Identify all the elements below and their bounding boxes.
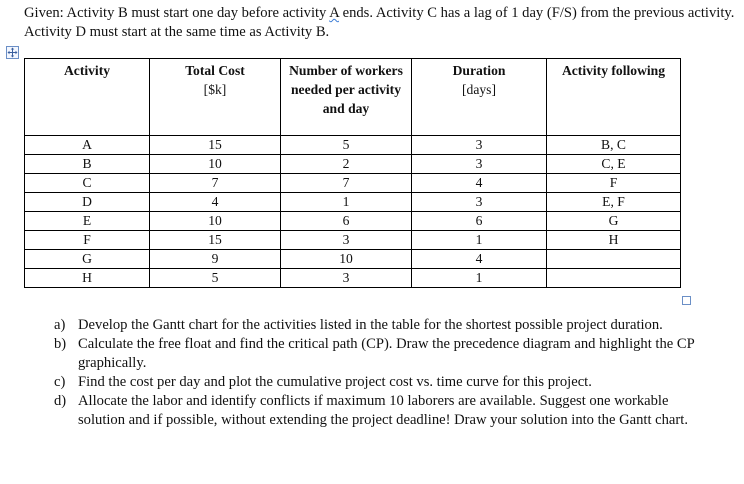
header-total-cost-unit: [$k] [203,82,227,97]
cell-duration: 3 [412,193,547,212]
table-row [25,231,681,250]
cell-duration: 1 [412,231,547,250]
question-item [54,335,714,373]
question-letter: c) [54,374,66,390]
cell-activity: D [25,193,150,212]
problem-statement-text [24,4,736,42]
cell-cost: 7 [150,174,281,193]
table-row [25,250,681,269]
table-row [25,269,681,288]
activity-table [24,58,681,288]
statement-part-2: ends. Activity C has a lag of 1 day (F/S) from the previous activity. Activity D must start at the same time as Activity B. [24,5,735,40]
question-letter: d) [54,393,67,409]
header-duration-unit: [days] [462,82,496,97]
cell-duration: 4 [412,250,547,269]
cell-activity: F [25,231,150,250]
cell-workers: 10 [281,250,412,269]
cell-activity: E [25,212,150,231]
cell-following: F [547,174,681,193]
cell-activity: B [25,155,150,174]
cell-activity: H [25,269,150,288]
cell-workers: 2 [281,155,412,174]
table-row [25,212,681,231]
header-activity: Activity [25,59,150,136]
questions-list [54,316,714,430]
cell-activity: G [25,250,150,269]
table-row [25,193,681,212]
cell-workers: 1 [281,193,412,212]
cell-following: H [547,231,681,250]
cell-duration: 6 [412,212,547,231]
cell-cost: 9 [150,250,281,269]
cell-cost: 5 [150,269,281,288]
cell-workers: 3 [281,231,412,250]
cell-following [547,269,681,288]
header-activity-following: Activity following [547,59,681,136]
question-text: Develop the Gantt chart for the activities listed in the table for the shortest possible project duration. [78,317,663,333]
table-row [25,136,681,155]
table-row [25,174,681,193]
cell-duration: 3 [412,136,547,155]
cell-activity: C [25,174,150,193]
cell-cost: 15 [150,136,281,155]
cell-workers: 7 [281,174,412,193]
statement-part-1: Given: Activity B must start one day before activity [24,5,330,21]
header-total-cost: Total Cost [$k] [150,59,281,136]
question-letter: b) [54,336,67,352]
table-move-handle[interactable] [6,46,19,59]
cell-cost: 4 [150,193,281,212]
activity-a-underlined: A [329,5,339,21]
table-row [25,155,681,174]
question-item [54,392,714,430]
cell-cost: 10 [150,212,281,231]
cell-duration: 1 [412,269,547,288]
cell-following: C, E [547,155,681,174]
question-text: Find the cost per day and plot the cumulative project cost vs. time curve for this project. [78,374,592,390]
cell-duration: 4 [412,174,547,193]
move-arrows-icon [7,47,18,58]
cell-duration: 3 [412,155,547,174]
question-letter: a) [54,317,66,333]
cell-workers: 5 [281,136,412,155]
question-text: Calculate the free float and find the critical path (CP). Draw the precedence diagram and highlight the CP graphically. [78,336,695,371]
table-header-row [25,59,681,136]
header-workers: Number of workers needed per activity and day [281,59,412,136]
cell-workers: 3 [281,269,412,288]
cell-following: G [547,212,681,231]
table-resize-handle[interactable] [682,296,691,305]
cell-cost: 10 [150,155,281,174]
cell-following [547,250,681,269]
question-text: Allocate the labor and identify conflicts if maximum 10 laborers are available. Suggest one workable solution and if possible, without extending the project deadline! Draw your solution into the Gantt chart. [78,393,688,428]
cell-following: B, C [547,136,681,155]
cell-workers: 6 [281,212,412,231]
header-duration: Duration [days] [412,59,547,136]
question-item [54,316,714,335]
cell-following: E, F [547,193,681,212]
cell-activity: A [25,136,150,155]
problem-statement [24,4,736,42]
cell-cost: 15 [150,231,281,250]
question-item [54,373,714,392]
